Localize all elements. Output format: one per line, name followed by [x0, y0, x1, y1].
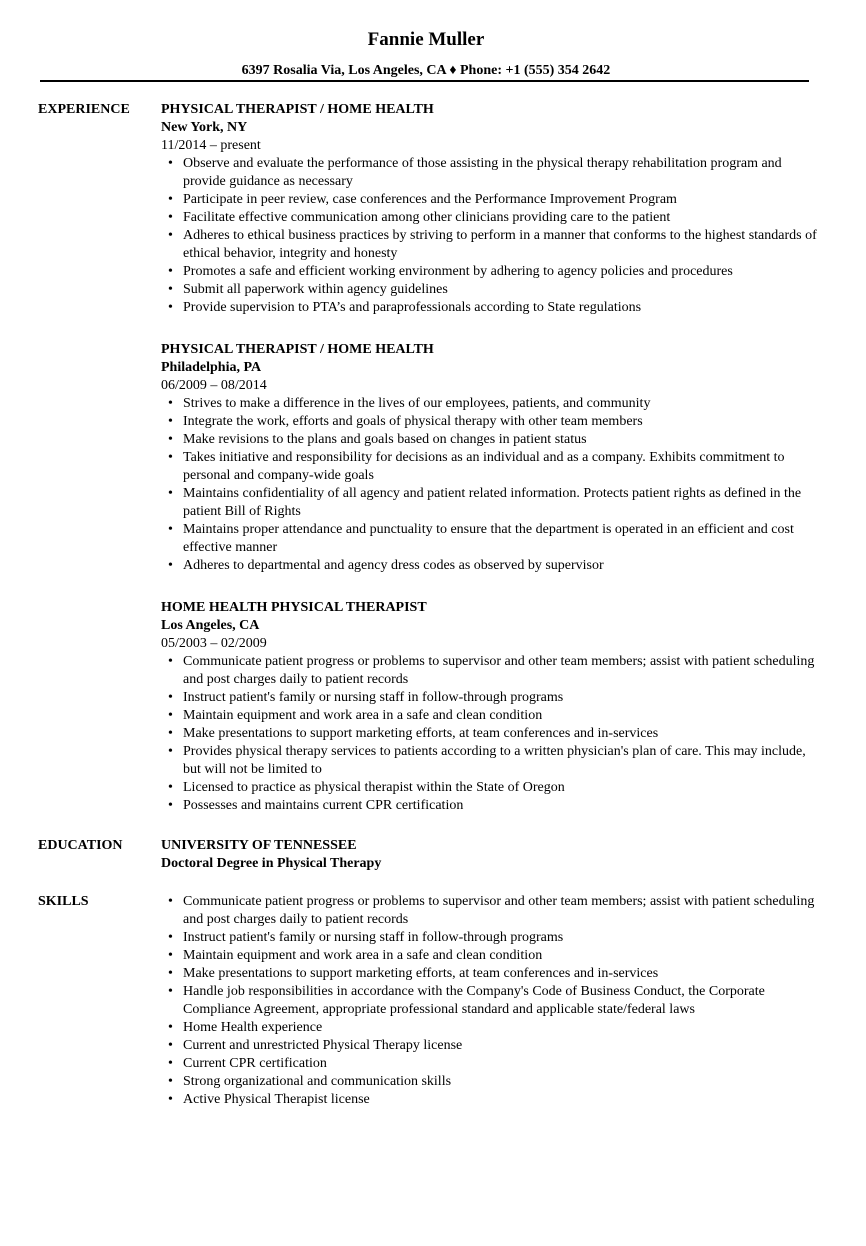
skill-item: • Home Health experience	[183, 1019, 821, 1037]
skill-item: • Current and unrestricted Physical Therapy license	[183, 1037, 821, 1055]
bullet-item: • Provides physical therapy services to patients according to a written physician's plan of care. This may include, but will not be limited to	[183, 743, 821, 779]
section-label-skills: SKILLS	[38, 894, 89, 909]
job-dates: 05/2003 – 02/2009	[161, 636, 267, 651]
bullet-item: • Maintains confidentiality of all agency and patient related information. Protects patient rights as defined in the patient Bill of Rights	[183, 485, 821, 521]
skill-item: • Handle job responsibilities in accordance with the Company's Code of Business Conduct, the Corporate Compliance Agreement, appropriate professional standard and applicable state/federal laws	[183, 983, 821, 1019]
skills-list	[161, 893, 821, 1109]
job-location: Los Angeles, CA	[161, 618, 260, 633]
bullet-item: • Facilitate effective communication among other clinicians providing care to the patient	[183, 209, 821, 227]
skill-item: • Strong organizational and communication skills	[183, 1073, 821, 1091]
job-location: Philadelphia, PA	[161, 360, 262, 375]
education-body	[161, 837, 821, 873]
bullet-item: • Make presentations to support marketing efforts, at team conferences and in-services	[183, 725, 821, 743]
bullet-item: • Provide supervision to PTA’s and paraprofessionals according to State regulations	[183, 299, 821, 317]
contact-line: 6397 Rosalia Via, Los Angeles, CA ♦ Phone: +1 (555) 354 2642	[241, 63, 611, 78]
bullet-item: • Adheres to departmental and agency dress codes as observed by supervisor	[183, 557, 821, 575]
bullet-item: • Takes initiative and responsibility for decisions as an individual and as a company. Exhibits commitment to personal and company-wide goals	[183, 449, 821, 485]
bullet-item: • Instruct patient's family or nursing staff in follow-through programs	[183, 689, 821, 707]
bullet-item: • Maintains proper attendance and punctuality to ensure that the department is operated in an efficient and cost effective manner	[183, 521, 821, 557]
skill-item: • Instruct patient's family or nursing staff in follow-through programs	[183, 929, 821, 947]
bullet-item: • Integrate the work, efforts and goals of physical therapy with other team members	[183, 413, 821, 431]
job-bullets	[161, 395, 821, 575]
job-location: New York, NY	[161, 120, 248, 135]
header-divider	[40, 80, 809, 82]
skill-item: • Make presentations to support marketing efforts, at team conferences and in-services	[183, 965, 821, 983]
job-dates: 06/2009 – 08/2014	[161, 378, 267, 393]
job-title: PHYSICAL THERAPIST / HOME HEALTH	[161, 342, 434, 357]
skill-item: • Active Physical Therapist license	[183, 1091, 821, 1109]
bullet-item: • Maintain equipment and work area in a safe and clean condition	[183, 707, 821, 725]
bullet-item: • Communicate patient progress or problems to supervisor and other team members; assist with patient scheduling and post charges daily to patient records	[183, 653, 821, 689]
bullet-item: • Possesses and maintains current CPR certification	[183, 797, 821, 815]
job-title: PHYSICAL THERAPIST / HOME HEALTH	[161, 102, 434, 117]
candidate-name: Fannie Muller	[367, 29, 485, 50]
skill-item: • Current CPR certification	[183, 1055, 821, 1073]
bullet-item: • Promotes a safe and efficient working environment by adhering to agency policies and procedures	[183, 263, 821, 281]
bullet-item: • Observe and evaluate the performance of those assisting in the physical therapy rehabilitation program and provide guidance as necessary	[183, 155, 821, 191]
job-dates: 11/2014 – present	[161, 138, 261, 153]
bullet-item: • Adheres to ethical business practices by striving to perform in a manner that conforms to the highest standards of ethical behavior, integrity and honesty	[183, 227, 821, 263]
degree-name: Doctoral Degree in Physical Therapy	[161, 856, 382, 871]
bullet-item: • Strives to make a difference in the lives of our employees, patients, and community	[183, 395, 821, 413]
experience-body	[161, 101, 821, 839]
bullet-item: • Licensed to practice as physical therapist within the State of Oregon	[183, 779, 821, 797]
school-name: UNIVERSITY OF TENNESSEE	[161, 838, 357, 853]
job-bullets	[161, 653, 821, 815]
job-entry	[161, 101, 821, 317]
bullet-item: • Submit all paperwork within agency guidelines	[183, 281, 821, 299]
job-entry	[161, 599, 821, 815]
bullet-item: • Make revisions to the plans and goals based on changes in patient status	[183, 431, 821, 449]
section-label-experience: EXPERIENCE	[38, 102, 130, 117]
job-title: HOME HEALTH PHYSICAL THERAPIST	[161, 600, 427, 615]
job-bullets	[161, 155, 821, 317]
skills-body	[161, 893, 821, 1109]
job-entry	[161, 341, 821, 575]
skill-item: • Maintain equipment and work area in a safe and clean condition	[183, 947, 821, 965]
skill-item: • Communicate patient progress or problems to supervisor and other team members; assist with patient scheduling and post charges daily to patient records	[183, 893, 821, 929]
section-label-education: EDUCATION	[38, 838, 123, 853]
bullet-item: • Participate in peer review, case conferences and the Performance Improvement Program	[183, 191, 821, 209]
